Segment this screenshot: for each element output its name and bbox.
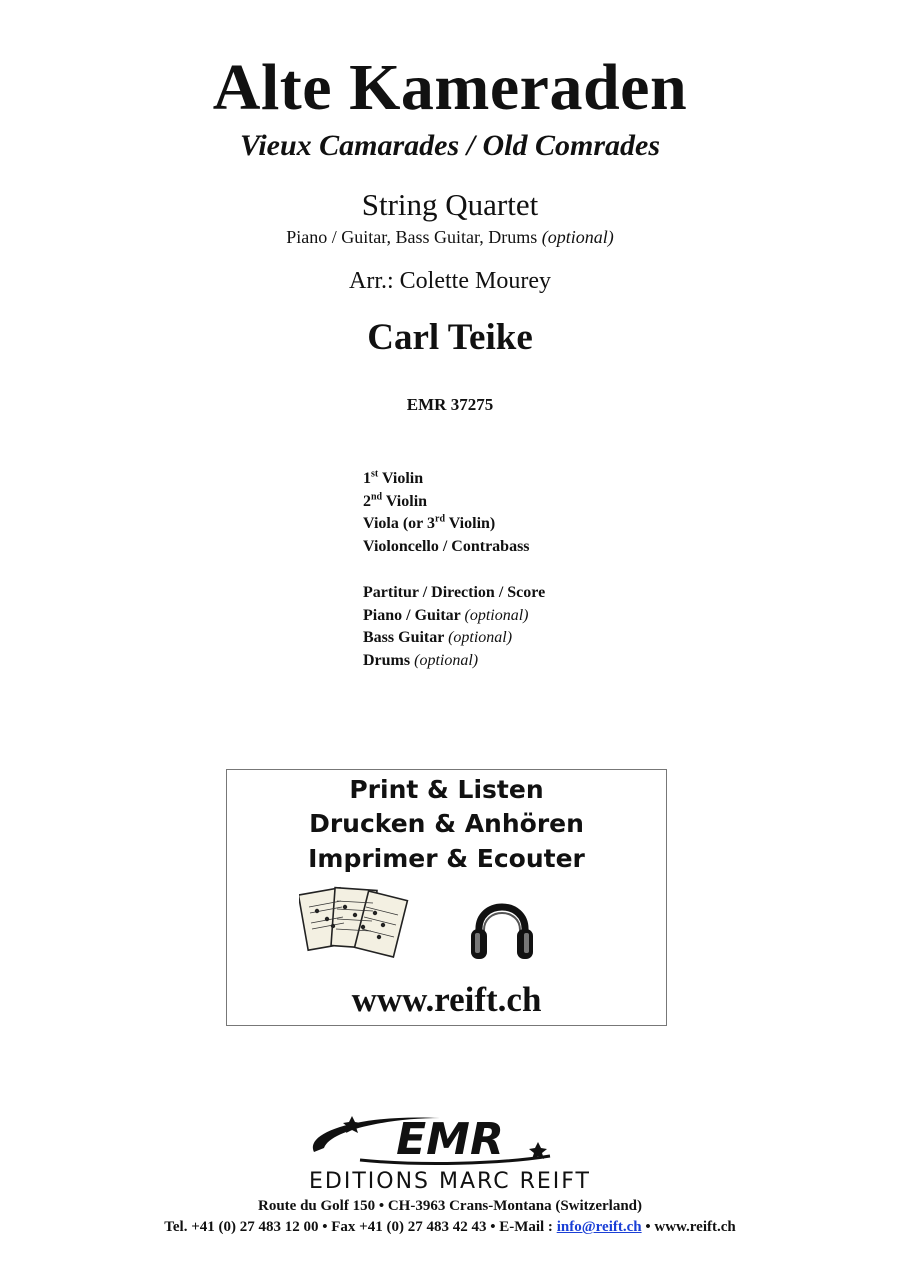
part-cello: Violoncello / Contrabass [363, 537, 530, 555]
parts-spacer [363, 558, 763, 582]
part-viola: Viola (or 3rd Violin) [363, 513, 496, 532]
publisher-contact [0, 1217, 900, 1237]
email-link[interactable]: info@reift.ch [556, 1219, 642, 1235]
promo-line-en: Print & Listen [349, 775, 544, 804]
part-bass: Bass Guitar (optional) [363, 629, 513, 646]
publisher-name: EDITIONS MARC REIFT [309, 1169, 591, 1194]
page-title: Alte Kameraden [212, 51, 688, 124]
print-listen-box [226, 769, 667, 1026]
part-score: Partitur / Direction / Score [363, 584, 546, 601]
sheet-music-icon [299, 885, 411, 963]
part-drums: Drums (optional) [363, 651, 479, 669]
instrumentation-note: (optional) [541, 227, 614, 247]
promo-line-fr: Imprimer & Ecouter [308, 844, 585, 873]
instrumentation [0, 226, 900, 248]
contact-website[interactable]: • www.reift.ch [645, 1219, 736, 1235]
page-subtitle: Vieux Camarades / Old Comrades [239, 129, 661, 162]
publisher-address: Route du Golf 150 • CH-3963 Crans-Montana (Switzerland) [258, 1198, 642, 1214]
contact-phone-fax: Tel. +41 (0) 27 483 12 00 • Fax +41 (0) 27 483 42 43 • E-Mail : [164, 1219, 553, 1235]
parts-list [363, 468, 763, 672]
part-violin-1: 1st Violin [363, 468, 424, 487]
ensemble: String Quartet [361, 187, 539, 222]
headphones-icon [467, 887, 537, 963]
arranger: Arr.: Colette Mourey [349, 268, 551, 294]
composer: Carl Teike [367, 317, 533, 358]
emr-logo [300, 1108, 600, 1170]
instrumentation-text: Piano / Guitar, Bass Guitar, Drums [286, 227, 538, 247]
part-violin-2: 2nd Violin [363, 491, 428, 510]
promo-line-de: Drucken & Anhören [309, 809, 584, 838]
catalog-number: EMR 37275 [406, 395, 494, 414]
promo-url[interactable]: www.reift.ch [351, 980, 542, 1019]
logo-text: EMR [396, 1114, 504, 1165]
part-piano: Piano / Guitar (optional) [363, 606, 529, 624]
